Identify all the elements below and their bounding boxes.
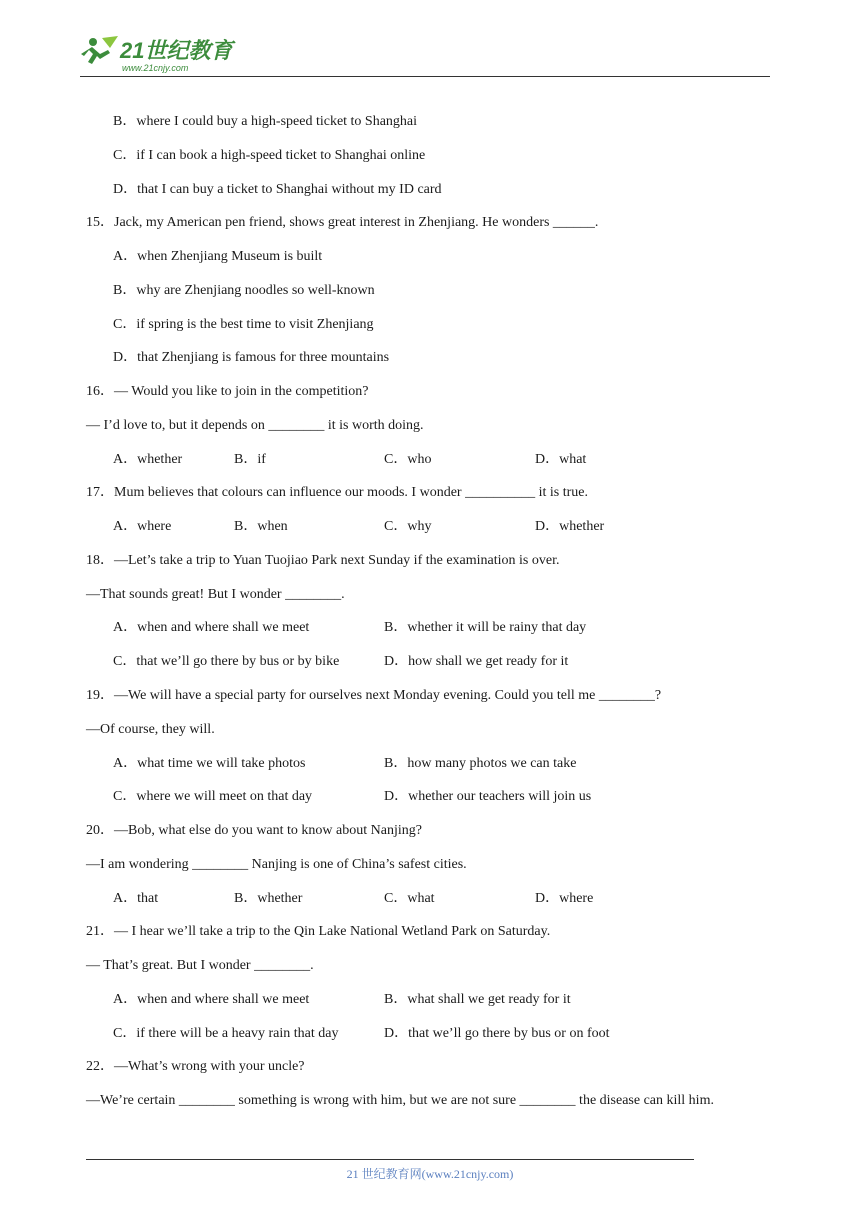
q21-reply: — That’s great. But I wonder ________. [86, 958, 314, 973]
site-logo [80, 30, 250, 76]
q20-reply: —I am wondering ________ Nanjing is one of China’s safest cities. [86, 857, 467, 872]
q18-stem: 18．—Let’s take a trip to Yuan Tuojiao Park next Sunday if the examination is over. [86, 553, 560, 568]
q22-reply: —We’re certain ________ something is wrong with him, but we are not sure ________ the disease can kill him. [86, 1093, 714, 1108]
q17-option-d: D．whether [535, 519, 605, 534]
q19-stem: 19．—We will have a special party for ourselves next Monday evening. Could you tell me ________? [86, 688, 662, 703]
q15-option-d: D．that Zhenjiang is famous for three mountains [113, 350, 390, 365]
q18-option-b: B．whether it will be rainy that day [384, 620, 587, 635]
q17-option-b: B．when [234, 519, 288, 534]
q17-option-a: A．where [113, 519, 172, 534]
q15-option-b: B．why are Zhenjiang noodles so well-known [113, 283, 375, 298]
q16-reply: — I’d love to, but it depends on ________ it is worth doing. [86, 418, 424, 433]
q21-option-d: D．that we’ll go there by bus or on foot [384, 1026, 610, 1041]
logo-url: www.21cnjy.com [122, 63, 189, 73]
runner-icon [81, 36, 118, 64]
q20-option-c: C．what [384, 891, 435, 906]
q14-option-d: D．that I can buy a ticket to Shanghai without my ID card [113, 182, 442, 197]
q14-option-b: B．where I could buy a high-speed ticket to Shanghai [113, 114, 418, 129]
q20-option-d: D．where [535, 891, 594, 906]
q18-option-d: D．how shall we get ready for it [384, 654, 569, 669]
q19-option-d: D．whether our teachers will join us [384, 789, 592, 804]
q21-option-b: B．what shall we get ready for it [384, 992, 571, 1007]
q16-option-d: D．what [535, 452, 587, 467]
q21-stem: 21．— I hear we’ll take a trip to the Qin Lake National Wetland Park on Saturday. [86, 924, 551, 939]
header-rule [80, 76, 770, 77]
footer-rule [86, 1159, 694, 1160]
q21-option-a: A．when and where shall we meet [113, 992, 310, 1007]
q22-stem: 22．—What’s wrong with your uncle? [86, 1059, 305, 1074]
page-header [80, 30, 770, 80]
q19-option-b: B．how many photos we can take [384, 756, 577, 771]
q17-stem: 17．Mum believes that colours can influence our moods. I wonder __________ it is true. [86, 485, 588, 500]
q14-option-c: C．if I can book a high-speed ticket to Shanghai online [113, 148, 426, 163]
q19-option-a: A．what time we will take photos [113, 756, 306, 771]
q20-stem: 20．—Bob, what else do you want to know about Nanjing? [86, 823, 422, 838]
q16-option-a: A．whether [113, 452, 183, 467]
logo-wordmark: 21世纪教育 [120, 38, 233, 63]
q16-option-c: C．who [384, 452, 432, 467]
q16-stem: 16．— Would you like to join in the competition? [86, 384, 369, 399]
q15-option-a: A．when Zhenjiang Museum is built [113, 249, 323, 264]
q18-option-c: C．that we’ll go there by bus or by bike [113, 654, 340, 669]
q19-option-c: C．where we will meet on that day [113, 789, 313, 804]
q15-option-c: C．if spring is the best time to visit Zhenjiang [113, 317, 374, 332]
q16-option-b: B．if [234, 452, 266, 467]
footer-text: 21 世纪教育网(www.21cnjy.com) [346, 1167, 514, 1181]
q20-option-a: A．that [113, 891, 159, 906]
q17-option-c: C．why [384, 519, 432, 534]
q19-reply: —Of course, they will. [86, 722, 215, 737]
q21-option-c: C．if there will be a heavy rain that day [113, 1026, 339, 1041]
q18-option-a: A．when and where shall we meet [113, 620, 310, 635]
q20-option-b: B．whether [234, 891, 303, 906]
q15-stem: 15．Jack, my American pen friend, shows great interest in Zhenjiang. He wonders ______. [86, 215, 599, 230]
q18-reply: —That sounds great! But I wonder ________. [86, 587, 345, 602]
